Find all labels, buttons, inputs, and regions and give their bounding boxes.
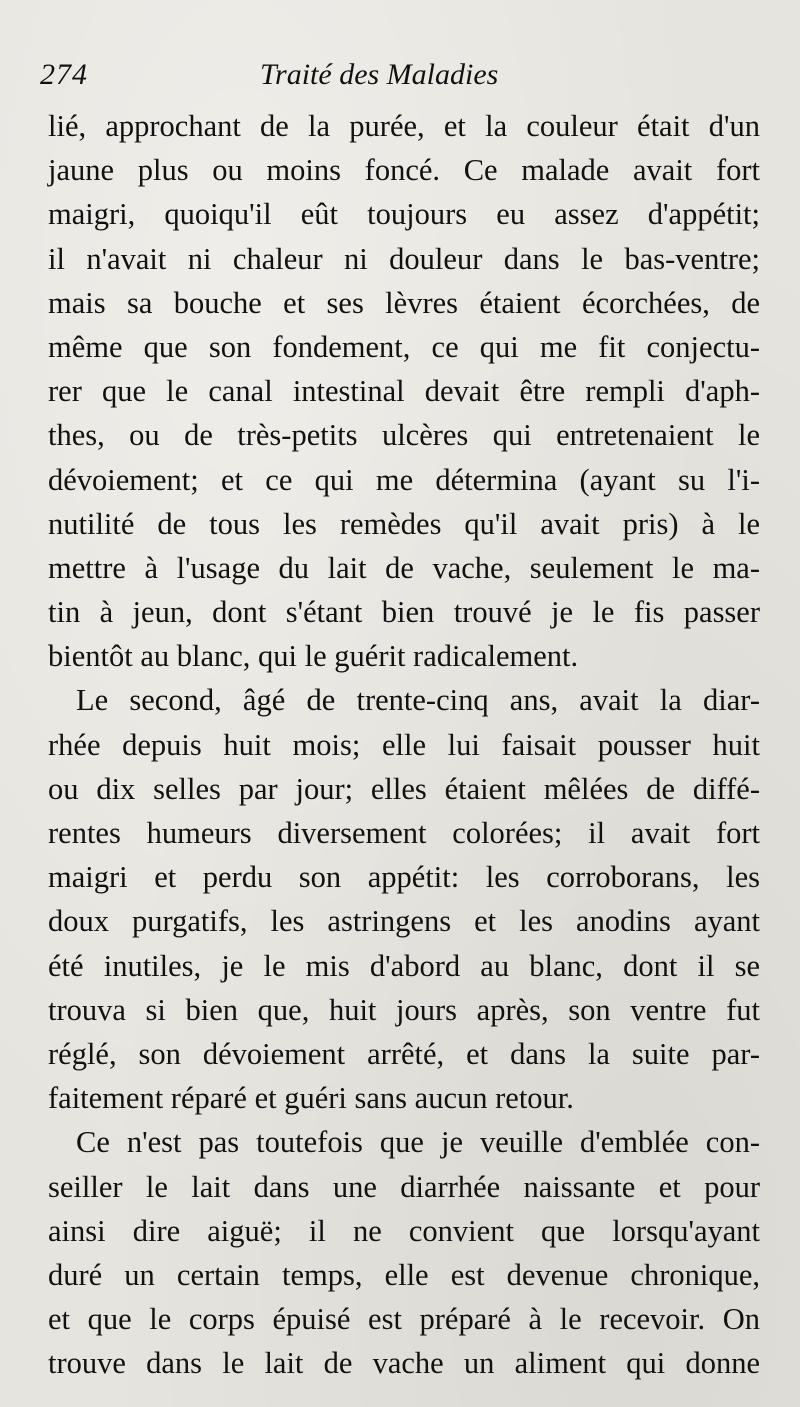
- text-line: il n'avait ni chaleur ni douleur dans le bas-ventre;: [48, 241, 760, 276]
- paragraph-first-line: Ce n'est pas toutefois que je veuille d'emblée con-: [76, 1125, 760, 1160]
- text-line: maigri, quoiqu'il eût toujours eu assez d'appétit;: [48, 197, 760, 232]
- text-line: duré un certain temps, elle est devenue chronique,: [48, 1257, 760, 1292]
- text-line: lié, approchant de la purée, et la couleur était d'un: [48, 109, 760, 143]
- text-line: mais sa bouche et ses lèvres étaient écorchées, de: [48, 285, 760, 320]
- text-line: mettre à l'usage du lait de vache, seulement le ma-: [48, 550, 760, 585]
- running-title: Traité des Maladies: [260, 58, 499, 91]
- text-line: doux purgatifs, les astringens et les anodins ayant: [48, 904, 760, 939]
- text-line: maigri et perdu son appétit: les corroborans, les: [48, 860, 760, 895]
- text-line: même que son fondement, ce qui me fit conjectu-: [48, 329, 760, 364]
- text-line: trouva si bien que, huit jours après, son ventre fut: [48, 992, 760, 1027]
- text-line: rentes humeurs diversement colorées; il avait fort: [48, 816, 760, 850]
- text-line: nutilité de tous les remèdes qu'il avait pris) à le: [48, 506, 760, 541]
- text-line: jaune plus ou moins foncé. Ce malade avait fort: [48, 153, 760, 188]
- text-line: ou dix selles par jour; elles étaient mêlées de diffé-: [48, 771, 760, 806]
- text-line: été inutiles, je le mis d'abord au blanc, dont il se: [48, 948, 760, 983]
- text-line: dévoiement; et ce qui me détermina (ayant su l'i-: [48, 462, 760, 497]
- text-line: rhée depuis huit mois; elle lui faisait pousser huit: [48, 727, 760, 762]
- text-line: réglé, son dévoiement arrêté, et dans la suite par-: [48, 1036, 760, 1071]
- paragraph-first-line: Le second, âgé de trente-cinq ans, avait la diar-: [76, 683, 760, 718]
- text-line: thes, ou de très-petits ulcères qui entretenaient le: [48, 418, 760, 453]
- text-line: tin à jeun, dont s'étant bien trouvé je le fis passer: [48, 595, 760, 630]
- text-line: et que le corps épuisé est préparé à le recevoir. On: [48, 1302, 760, 1337]
- text-line: bientôt au blanc, qui le guérit radicalement.: [48, 639, 579, 674]
- page-number: 274: [40, 58, 88, 91]
- text-line: rer que le canal intestinal devait être rempli d'aph-: [48, 374, 760, 409]
- text-line: trouve dans le lait de vache un aliment qui donne: [48, 1346, 760, 1381]
- body-text: [48, 104, 760, 1385]
- text-line: ainsi dire aiguë; il ne convient que lorsqu'ayant: [48, 1213, 760, 1248]
- text-line: faitement réparé et guéri sans aucun retour.: [48, 1081, 574, 1116]
- page-header: [40, 58, 760, 102]
- text-line: seiller le lait dans une diarrhée naissante et pour: [48, 1169, 760, 1204]
